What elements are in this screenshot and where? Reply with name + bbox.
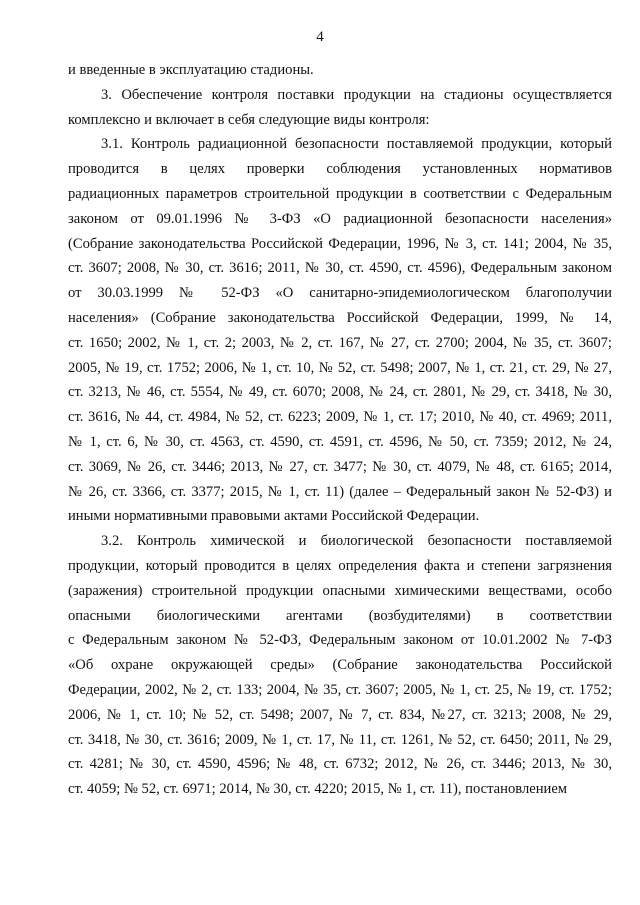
text-line: населения» (Собрание законодательства Российской Федерации, 1999, № 14, (68, 309, 612, 326)
text-line: ст. 3418, № 30, ст. 3616; 2009, № 1, ст. 17, № 11, ст. 1261, № 52, ст. 6450; 2011, № 29, (68, 731, 612, 748)
paragraph (68, 529, 612, 802)
text-line: продукции, который проводится в целях определения факта и степени загрязнения (68, 557, 612, 574)
text-line: 3.1. Контроль радиационной безопасности поставляемой продукции, который (101, 136, 612, 153)
text-line: ст. 3607; 2008, № 30, ст. 3616; 2011, № 30, ст. 4590, ст. 4596), Федеральным законом (68, 260, 612, 277)
text-line: ст. 3213, № 46, ст. 5554, № 49, ст. 6070; 2008, № 24, ст. 2801, № 29, ст. 3418, № 30, (68, 384, 612, 401)
text-line: 2005, № 19, ст. 1752; 2006, № 1, ст. 10, № 52, ст. 5498; 2007, № 1, ст. 21, ст. 29, № 27, (68, 359, 612, 376)
text-line: ст. 3069, № 26, ст. 3446; 2013, № 27, ст. 3477; № 30, ст. 4079, № 48, ст. 6165; 2014, (68, 458, 612, 475)
text-line: радиационных параметров строительной продукции в соответствии с Федеральным (68, 185, 612, 202)
document-body (68, 58, 612, 802)
text-line: ст. 3616, № 44, ст. 4984, № 52, ст. 6223; 2009, № 1, ст. 17; 2010, № 40, ст. 4969; 2011, (68, 409, 612, 426)
text-line: и введенные в эксплуатацию стадионы. (68, 62, 314, 78)
text-line: 3.2. Контроль химической и биологической безопасности поставляемой (101, 533, 612, 550)
paragraph (68, 83, 612, 133)
text-line: законом от 09.01.1996 № 3-ФЗ «О радиационной безопасности населения» (68, 210, 612, 227)
text-line: ст. 1650; 2002, № 1, ст. 2; 2003, № 2, ст. 167, № 27, ст. 2700; 2004, № 35, ст. 3607; (68, 334, 612, 351)
text-line: (Собрание законодательства Российской Федерации, 1996, № 3, ст. 141; 2004, № 35, (68, 235, 612, 252)
paragraph (68, 58, 612, 83)
text-line: (заражения) строительной продукции опасными химическими веществами, особо (68, 582, 612, 599)
text-line: проводится в целях проверки соблюдения установленных нормативов (68, 161, 612, 178)
text-line: ст. 4059; № 52, ст. 6971; 2014, № 30, ст. 4220; 2015, № 1, ст. 11), постановлением (68, 781, 568, 798)
text-line: «Об охране окружающей среды» (Собрание законодательства Российской (68, 657, 612, 674)
text-line: ст. 4281; № 30, ст. 4590, 4596; № 48, ст. 6732; 2012, № 26, ст. 3446; 2013, № 30, (68, 756, 612, 773)
text-line: комплексно и включает в себя следующие виды контроля: (68, 111, 430, 128)
page-number: 4 (316, 29, 324, 45)
text-line: 2006, № 1, ст. 10; № 52, ст. 5498; 2007, № 7, ст. 834, №27, ст. 3213; 2008, № 29, (68, 706, 612, 723)
text-line: Федерации, 2002, № 2, ст. 133; 2004, № 35, ст. 3607; 2005, № 1, ст. 25, № 19, ст. 1752; (68, 681, 612, 698)
text-line: с Федеральным законом № 52-ФЗ, Федеральным законом от 10.01.2002 № 7-ФЗ (68, 632, 612, 649)
text-line: 3. Обеспечение контроля поставки продукции на стадионы осуществляется (101, 86, 612, 103)
paragraph (68, 132, 612, 529)
text-line: № 26, ст. 3366, ст. 3377; 2015, № 1, ст. 11) (далее – Федеральный закон № 52-ФЗ) и (68, 483, 612, 500)
text-line: иными нормативными правовыми актами Российской Федерации. (68, 508, 480, 525)
text-line: от 30.03.1999 № 52-ФЗ «О санитарно-эпидемиологическом благополучии (68, 285, 612, 302)
text-line: опасными биологическими агентами (возбудителями) в соответствии (68, 607, 612, 624)
text-line: № 1, ст. 6, № 30, ст. 4563, ст. 4590, ст. 4591, ст. 4596, № 50, ст. 7359; 2012, № 24, (68, 433, 612, 450)
